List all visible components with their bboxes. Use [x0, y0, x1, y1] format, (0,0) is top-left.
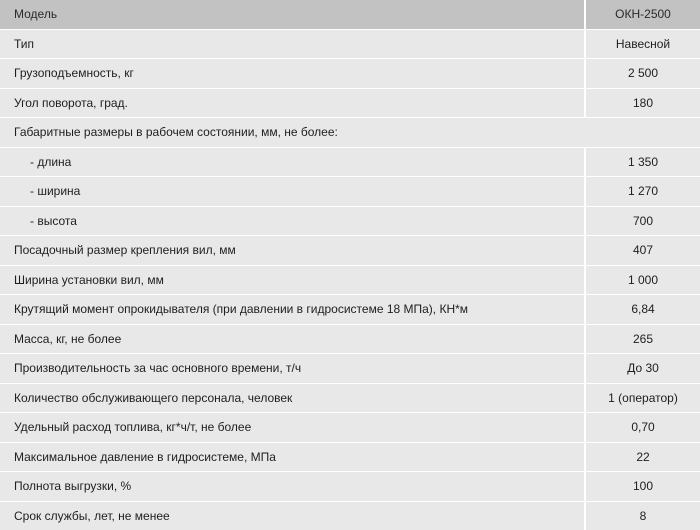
param-cell: Срок службы, лет, не менее [0, 502, 584, 530]
value-cell: 180 [586, 89, 700, 118]
value-cell: 1 270 [586, 177, 700, 206]
value-cell: 8 [586, 502, 700, 530]
param-cell: - длина [0, 148, 584, 177]
param-cell: Масса, кг, не более [0, 325, 584, 354]
param-cell: - ширина [0, 177, 584, 206]
header-param-cell: Модель [0, 0, 584, 29]
table-row-fork-mount-size [0, 236, 700, 265]
value-cell: 1 000 [586, 266, 700, 295]
table-row-length [0, 148, 700, 177]
table-row-torque [0, 295, 700, 324]
value-cell: 1 350 [586, 148, 700, 177]
param-cell: Полнота выгрузки, % [0, 472, 584, 501]
value-cell: 700 [586, 207, 700, 236]
value-cell: До 30 [586, 354, 700, 383]
value-cell: 1 (оператор) [586, 384, 700, 413]
param-cell: Ширина установки вил, мм [0, 266, 584, 295]
param-cell: Крутящий момент опрокидывателя (при давлении в гидросистеме 18 МПа), КН*м [0, 295, 584, 324]
param-cell: - высота [0, 207, 584, 236]
value-cell: 0,70 [586, 413, 700, 442]
table-row-fuel-consumption [0, 413, 700, 442]
param-cell: Производительность за час основного времени, т/ч [0, 354, 584, 383]
table-row-unloading-completeness [0, 472, 700, 501]
table-row-dimensions-heading [0, 118, 700, 147]
value-cell: 265 [586, 325, 700, 354]
value-cell: 100 [586, 472, 700, 501]
table-row-type [0, 30, 700, 59]
param-cell: Грузоподъемность, кг [0, 59, 584, 88]
table-row-capacity [0, 59, 700, 88]
param-cell: Тип [0, 30, 584, 59]
table-row-productivity [0, 354, 700, 383]
value-cell: 22 [586, 443, 700, 472]
value-cell: 6,84 [586, 295, 700, 324]
table-header-row [0, 0, 700, 29]
table-row-mass [0, 325, 700, 354]
header-model-cell: ОКН-2500 [586, 0, 700, 29]
table-row-service-life [0, 502, 700, 530]
param-cell: Количество обслуживающего персонала, человек [0, 384, 584, 413]
table-row-fork-width [0, 266, 700, 295]
value-cell: 407 [586, 236, 700, 265]
table-row-staff [0, 384, 700, 413]
value-cell: 2 500 [586, 59, 700, 88]
param-cell: Габаритные размеры в рабочем состоянии, мм, не более: [0, 118, 700, 147]
param-cell: Угол поворота, град. [0, 89, 584, 118]
param-cell: Максимальное давление в гидросистеме, МПа [0, 443, 584, 472]
table-row-width [0, 177, 700, 206]
value-cell: Навесной [586, 30, 700, 59]
param-cell: Удельный расход топлива, кг*ч/т, не более [0, 413, 584, 442]
table-row-rotation-angle [0, 89, 700, 118]
table-row-max-pressure [0, 443, 700, 472]
table-row-height [0, 207, 700, 236]
param-cell: Посадочный размер крепления вил, мм [0, 236, 584, 265]
